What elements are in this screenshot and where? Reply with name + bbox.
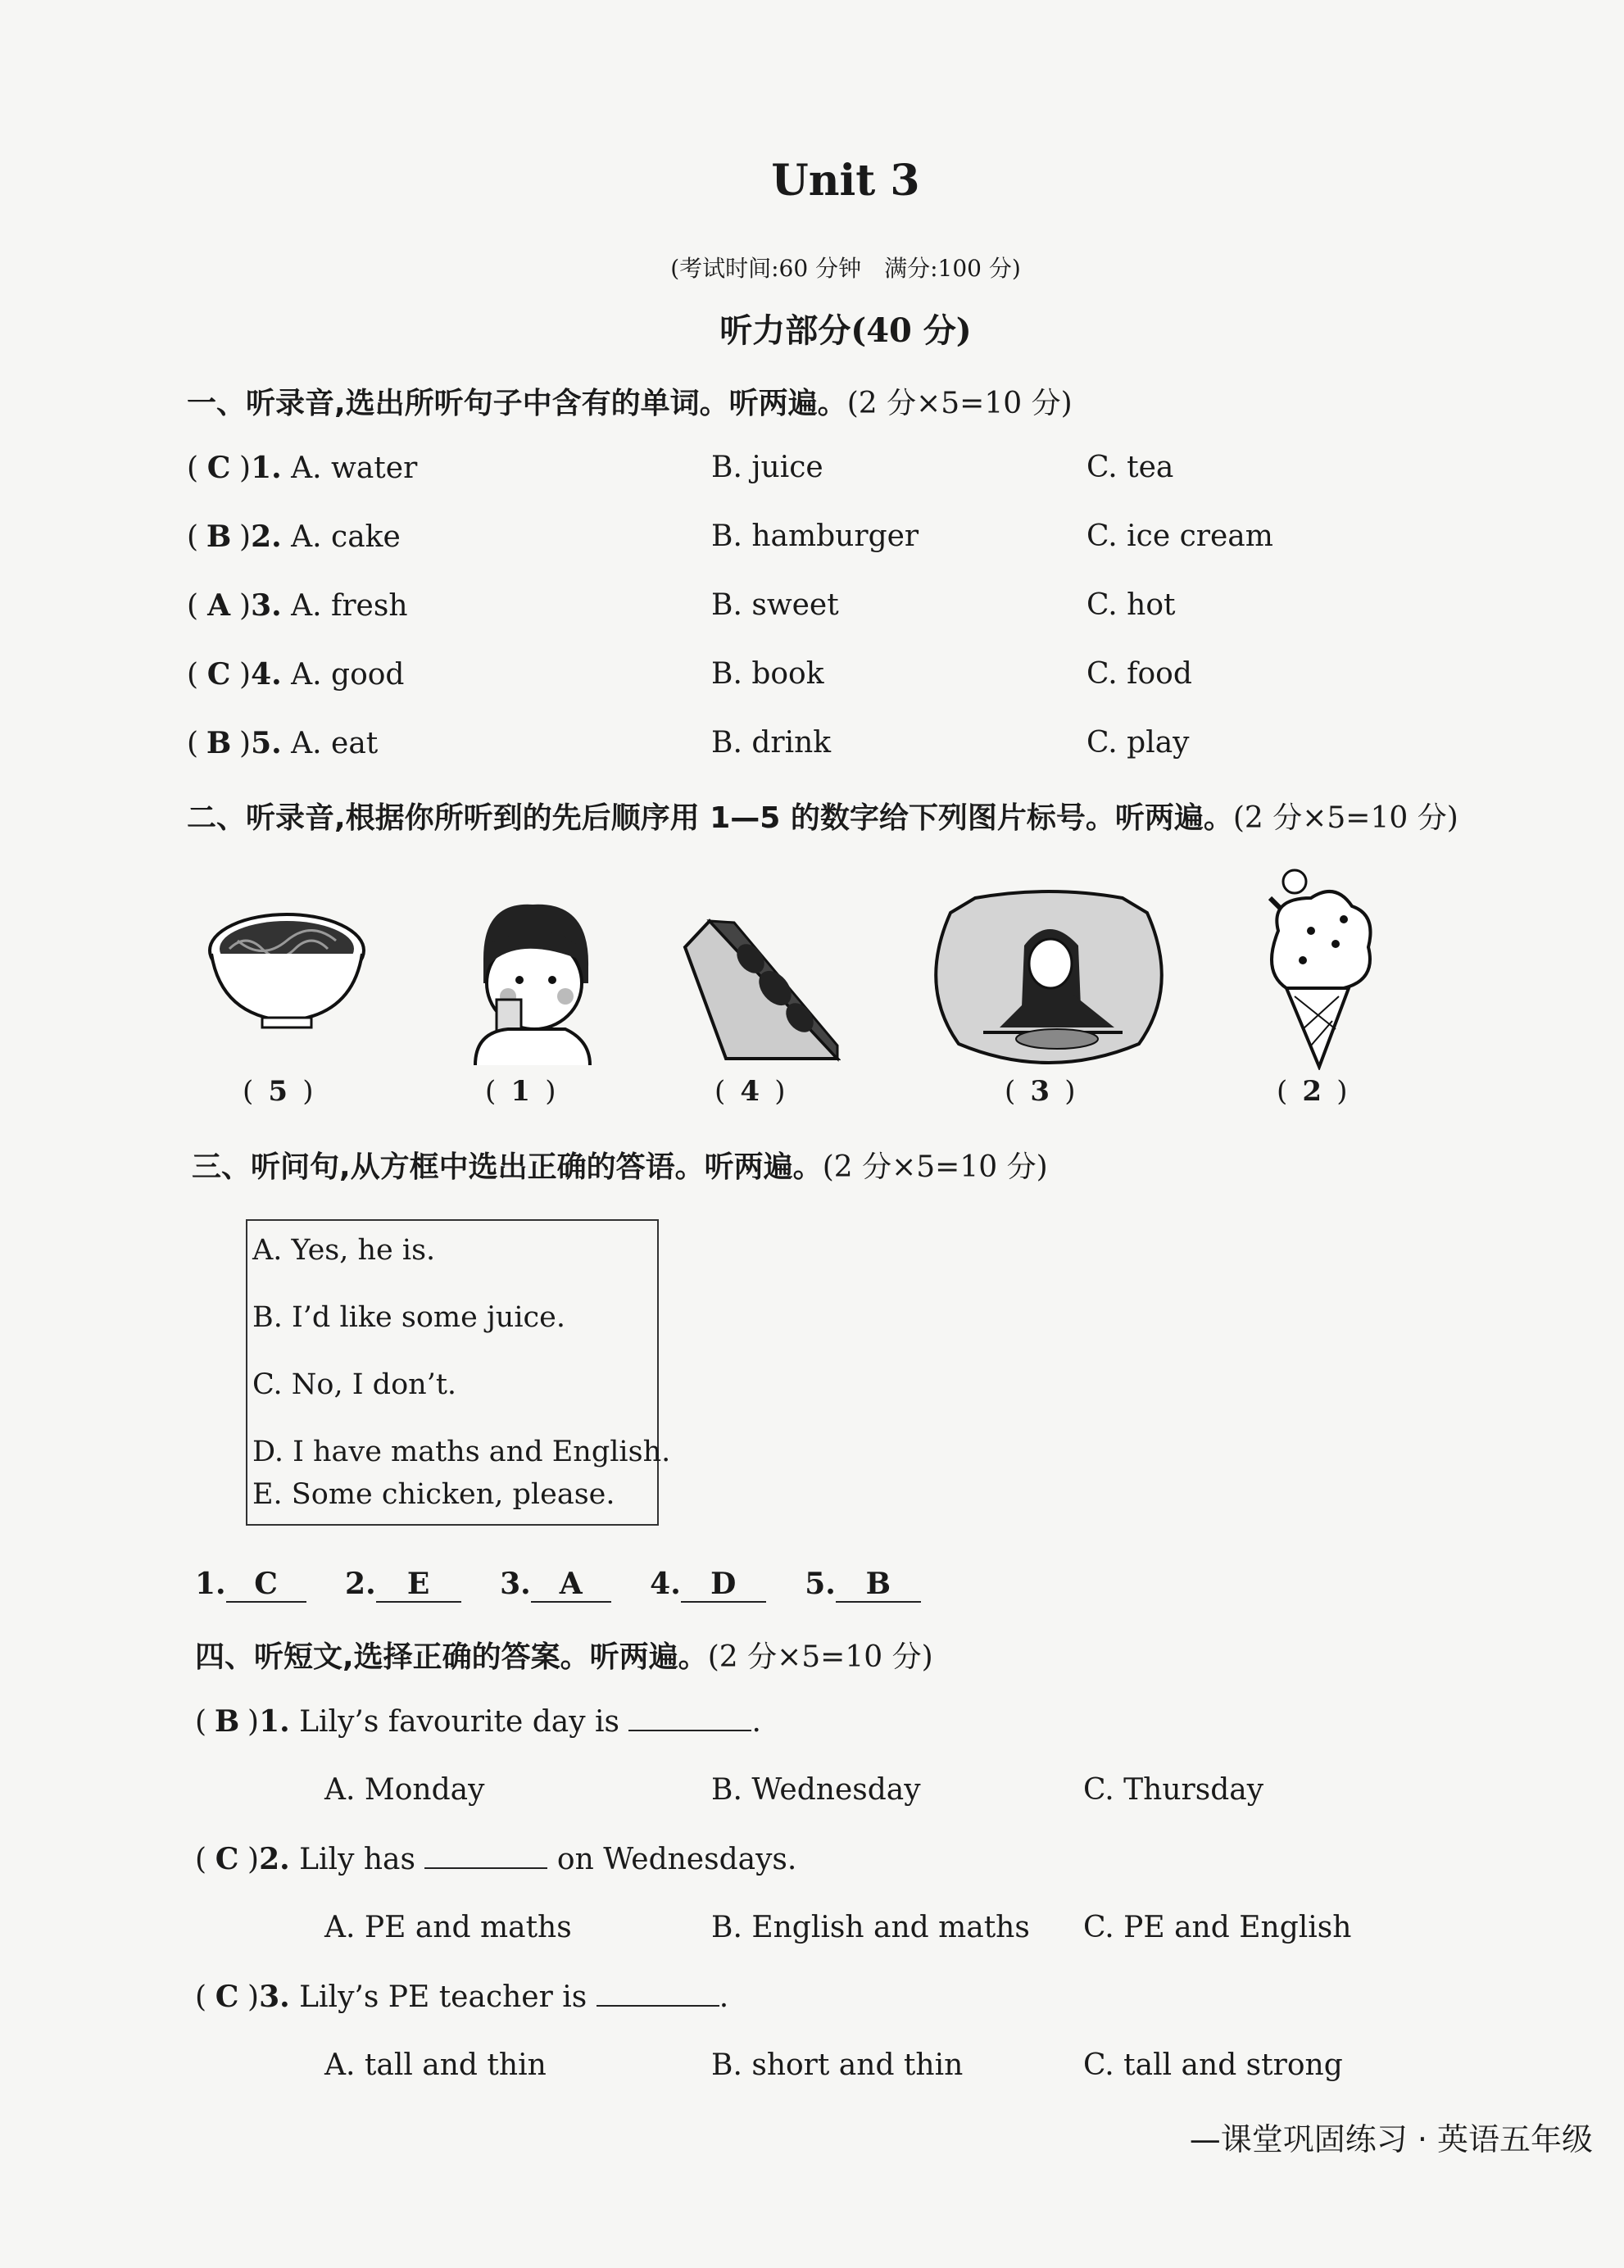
question-number: 5. [251,726,282,760]
answer-mark: C [215,1842,239,1876]
exam-meta: (考试时间:60 分钟 满分:100 分) [670,255,1021,282]
section-3-score: (2 分×5=10 分) [822,1150,1048,1184]
question-text-end: . [751,1705,761,1739]
option-b: B. hamburger [711,519,919,553]
question-text-end: on Wednesdays. [556,1843,797,1876]
page-title: Unit 3 [771,156,920,206]
list-item: ( B )2. A. cake [187,519,401,554]
question-number: 1. [251,451,282,485]
section-4-heading [195,1634,933,1676]
question-number: 1. [259,1704,290,1739]
option-a: A. fresh [291,589,408,623]
answer-mark: C [215,1980,239,2014]
option-c: C. tall and strong [1083,2048,1343,2082]
answer-blank: C [226,1567,306,1603]
blank-line [424,1867,547,1869]
fill-answers [195,1567,921,1603]
list-item: ( B )5. A. eat [187,726,379,760]
answer-mark: 3 [1030,1075,1050,1108]
option-b: B. I’d like some juice. [252,1301,565,1334]
option-c: C. Thursday [1083,1773,1264,1807]
question-text: Lily has [299,1843,415,1876]
question-number: 2. [259,1842,290,1876]
option-a: A. good [291,658,405,692]
option-b: B. drink [711,726,832,760]
answer-mark: B [206,726,232,760]
option-d: D. I have maths and English. [252,1436,671,1468]
picture-answer: ( 2 ) [1277,1075,1348,1108]
option-a: A. cake [291,520,401,554]
question-number: 3. [259,1980,290,2014]
option-a: A. eat [291,727,379,760]
option-c: C. play [1086,726,1190,760]
list-item: ( C )4. A. good [187,657,405,692]
answer-blank: D [681,1567,766,1603]
section-2-heading [187,795,1458,837]
answer-mark: 4 [740,1075,760,1108]
answer-mark: 5 [268,1075,288,1108]
option-b: B. Wednesday [711,1773,921,1807]
noodle-bowl-icon [205,901,369,1032]
option-c: C. No, I don’t. [252,1368,457,1401]
option-c: C. PE and English [1083,1911,1352,1944]
answer-blank: A [531,1567,611,1603]
answer-blank: B [836,1567,921,1603]
question-number: 3. [500,1567,531,1601]
answer-mark: B [214,1704,240,1739]
list-item: ( C )2. Lily has on Wednesdays. [195,1842,797,1876]
picture-answer: ( 3 ) [1005,1075,1076,1108]
section-1-title: 一、听录音,选出所听句子中含有的单词。听两遍。 [187,387,847,420]
answer-mark: A [207,588,231,623]
question-number: 2. [345,1567,376,1601]
question-number: 5. [805,1567,836,1601]
option-c: C. tea [1086,451,1174,484]
option-a: A. Monday [324,1773,485,1807]
option-a: A. tall and thin [324,2048,547,2082]
option-c: C. hot [1086,588,1176,622]
question-text: Lily’s favourite day is [299,1705,619,1739]
page-footer: —课堂巩固练习 · 英语五年级 [1189,2121,1593,2157]
option-b: B. short and thin [711,2048,964,2082]
list-item: ( C )3. Lily’s PE teacher is . [195,1980,729,2014]
answer-mark: 1 [510,1075,531,1108]
section-4-score: (2 分×5=10 分) [707,1640,933,1674]
list-item: ( A )3. A. fresh [187,588,408,623]
section-2-score: (2 分×5=10 分) [1232,801,1458,835]
picture-answer: ( 1 ) [485,1075,556,1108]
blank-line [597,2005,719,2007]
option-b: B. juice [711,451,823,484]
sandwich-icon [677,914,841,1062]
option-b: B. sweet [711,588,839,622]
answer-blank: E [376,1567,461,1603]
answer-mark: C [206,657,231,692]
answer-mark: C [206,451,231,485]
option-b: B. English and maths [711,1911,1030,1944]
list-item: ( C )1. A. water [187,451,418,485]
section-1-heading [187,380,1073,422]
picture-answer: ( 4 ) [714,1075,786,1108]
question-text: Lily’s PE teacher is [299,1980,587,2014]
question-number: 3. [251,588,282,623]
answer-mark: 2 [1302,1075,1322,1108]
answer-mark: B [206,519,232,554]
question-number: 4. [650,1567,681,1601]
list-item: ( B )1. Lily’s favourite day is . [195,1704,761,1739]
question-text-end: . [719,1980,729,2014]
question-number: 4. [251,657,282,692]
question-number: 2. [251,519,282,554]
option-e: E. Some chicken, please. [252,1478,615,1511]
part-heading: 听力部分(40 分) [719,311,972,350]
option-b: B. book [711,657,824,691]
question-number: 1. [195,1567,226,1601]
ice-cream-cone-icon [1254,865,1385,1070]
section-1-score: (2 分×5=10 分) [846,387,1073,420]
section-4-title: 四、听短文,选择正确的答案。听两遍。 [195,1640,708,1674]
girl-eating-icon [918,888,1180,1077]
section-2-title: 二、听录音,根据你所听到的先后顺序用 1—5 的数字给下列图片标号。听两遍。 [187,801,1233,835]
option-a: A. PE and maths [324,1911,572,1944]
boy-drinking-icon [467,901,598,1065]
option-c: C. ice cream [1086,519,1273,553]
blank-line [628,1730,751,1731]
option-c: C. food [1086,657,1192,691]
section-3-title: 三、听问句,从方框中选出正确的答语。听两遍。 [192,1150,823,1184]
option-a: A. Yes, he is. [252,1234,436,1267]
answer-options-box [246,1219,671,1526]
picture-answer: ( 5 ) [243,1075,314,1108]
option-a: A. water [291,451,418,485]
section-3-heading [192,1144,1048,1186]
